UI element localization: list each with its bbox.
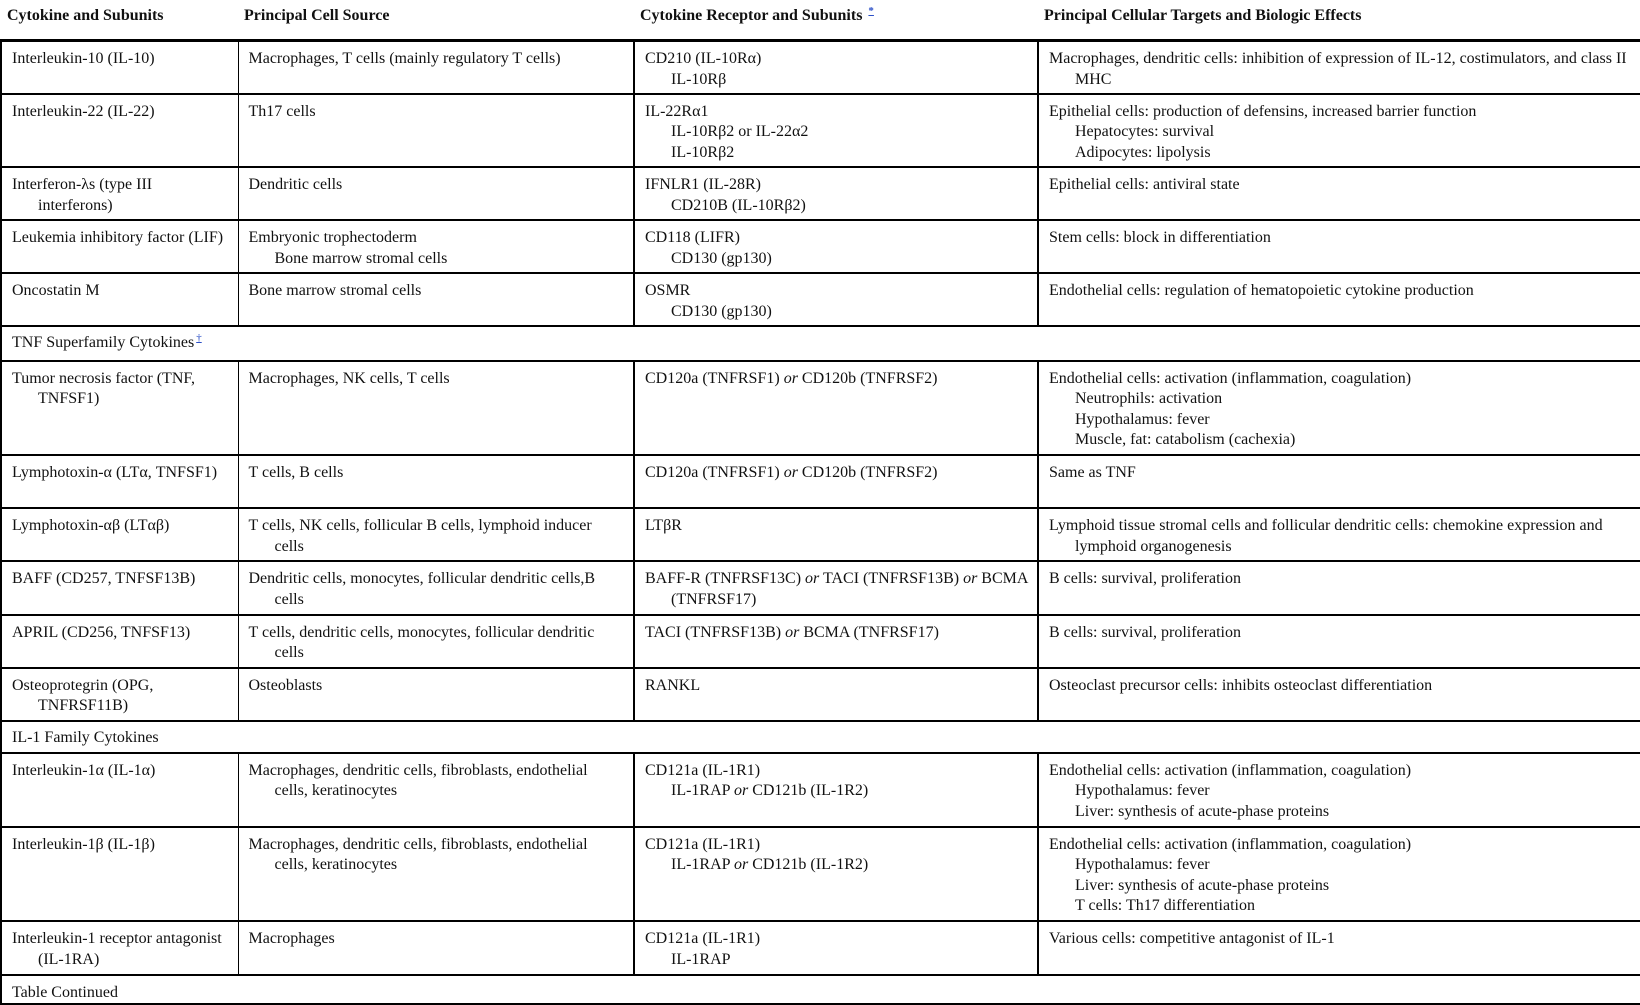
cell-source-cell — [238, 561, 634, 614]
target-effect: Hypothalamus: fever — [1075, 410, 1210, 428]
receptor-text: CD210B (IL-10Rβ2) — [671, 196, 806, 214]
target-effect: Neutrophils: activation — [1075, 390, 1223, 408]
cytokine-cell — [1, 668, 238, 721]
cytokine-cell — [1, 827, 238, 922]
cell-source-cell — [238, 827, 634, 922]
receptor-text: CD120a (TNFRSF1) — [645, 369, 784, 387]
cytokine-cell — [1, 561, 238, 614]
table-continued-note — [1, 975, 1640, 1005]
targets-cell — [1038, 921, 1640, 974]
receptor-cell — [634, 615, 1038, 668]
target-effect: B cells: survival, proliferation — [1049, 570, 1241, 588]
receptor-line — [645, 676, 1028, 697]
target-effect: Lymphoid tissue stromal cells and follicular dendritic cells: chemokine expression and lymphoid organogenesis — [1049, 517, 1603, 555]
header-row — [1, 0, 1640, 41]
table-row — [1, 455, 1640, 508]
cytokine-cell — [1, 167, 238, 220]
receptor-cell — [634, 668, 1038, 721]
targets-cell — [1038, 273, 1640, 326]
table-row — [1, 668, 1640, 721]
cytokine-name: BAFF (CD257, TNFSF13B) — [12, 570, 196, 588]
cell-source-cell — [238, 508, 634, 561]
cytokine-name: APRIL (CD256, TNFSF13) — [12, 623, 191, 641]
receptor-line — [645, 761, 1028, 782]
cytokine-name: Interleukin-1α (IL-1α) — [12, 761, 156, 779]
section-label: IL-1 Family Cytokines — [12, 728, 159, 746]
cytokine-cell — [1, 41, 238, 94]
cell-source-line: T cells, dendritic cells, monocytes, follicular dendritic cells — [248, 623, 595, 662]
receptor-text: IL-1RAP — [671, 856, 734, 874]
section-heading — [1, 721, 1640, 753]
cytokine-cell — [1, 615, 238, 668]
targets-cell — [1038, 753, 1640, 827]
cell-source-cell — [238, 753, 634, 827]
targets-cell — [1038, 827, 1640, 922]
table-row — [1, 41, 1640, 94]
table-row — [1, 273, 1640, 326]
cell-source-line: Macrophages, dendritic cells, fibroblasts, endothelial cells, keratinocytes — [248, 835, 588, 874]
receptor-text: CD118 (LIFR) — [645, 229, 740, 247]
receptor-or: or — [805, 570, 820, 588]
target-effect: Liver: synthesis of acute-phase proteins — [1075, 802, 1330, 820]
receptor-text: CD130 (gp130) — [671, 302, 772, 320]
cell-source-line: T cells, NK cells, follicular B cells, lymphoid inducer cells — [248, 517, 592, 555]
receptor-line — [645, 369, 1028, 390]
targets-cell — [1038, 361, 1640, 456]
receptor-line — [645, 143, 1028, 164]
target-effect: T cells: Th17 differentiation — [1075, 897, 1255, 915]
cytokine-cell — [1, 361, 238, 456]
receptor-text: CD130 (gp130) — [671, 249, 772, 267]
target-effect: Endothelial cells: regulation of hematopoietic cytokine production — [1049, 282, 1474, 300]
cytokine-name: Oncostatin M — [12, 282, 100, 300]
cell-source-line: T cells, B cells — [248, 464, 344, 482]
receptor-or: or — [963, 570, 978, 588]
cell-source-cell — [238, 167, 634, 220]
receptor-text: IFNLR1 (IL-28R) — [645, 176, 761, 194]
target-effect: Endothelial cells: activation (inflammation, coagulation) — [1049, 761, 1412, 779]
cytokine-name: Interleukin-1β (IL-1β) — [12, 835, 155, 853]
receptor-text: CD121b (IL-1R2) — [748, 782, 869, 800]
target-effect: Muscle, fat: catabolism (cachexia) — [1075, 431, 1296, 449]
receptor-line — [645, 569, 1028, 610]
receptor-cell — [634, 753, 1038, 827]
receptor-text: LTβR — [645, 517, 682, 535]
cell-source-cell — [238, 220, 634, 273]
receptor-line — [645, 122, 1028, 143]
receptor-cell — [634, 827, 1038, 922]
table-row — [1, 361, 1640, 456]
target-effect: Macrophages, dendritic cells: inhibition of expression of IL-12, costimulators, and class II MHC — [1049, 50, 1627, 88]
table-row — [1, 94, 1640, 168]
receptor-line — [645, 929, 1028, 950]
header-targets — [1038, 0, 1640, 41]
header-cytokine-label: Cytokine and Subunits — [7, 7, 164, 24]
cell-source-line: Osteoblasts — [248, 676, 323, 694]
receptor-cell — [634, 361, 1038, 456]
receptor-text: TACI (TNFRSF13B) — [819, 570, 964, 588]
cell-source-line: Dendritic cells — [248, 176, 343, 194]
receptor-line — [645, 102, 1028, 123]
table-body — [1, 41, 1640, 975]
receptor-line — [645, 950, 1028, 971]
cell-source-line: Macrophages, dendritic cells, fibroblasts, endothelial cells, keratinocytes — [248, 761, 588, 800]
receptor-text: CD120a (TNFRSF1) — [645, 464, 784, 482]
target-effect: Endothelial cells: activation (inflammation, coagulation) — [1049, 369, 1412, 387]
receptor-cell — [634, 167, 1038, 220]
receptor-text: IL-22Rα1 — [645, 102, 709, 120]
receptor-line — [645, 835, 1028, 856]
cell-source-line: Bone marrow stromal cells — [248, 282, 422, 300]
receptor-text: TACI (TNFRSF13B) — [645, 623, 786, 641]
target-effect: Stem cells: block in differentiation — [1049, 229, 1271, 247]
targets-cell — [1038, 561, 1640, 614]
cytokine-name: Lymphotoxin-αβ (LTαβ) — [12, 517, 170, 535]
receptor-text: CD121b (IL-1R2) — [748, 856, 869, 874]
receptor-cell — [634, 508, 1038, 561]
cytokine-name: Tumor necrosis factor (TNF, TNFSF1) — [12, 369, 195, 408]
receptor-line — [645, 228, 1028, 249]
cytokine-cell — [1, 921, 238, 974]
cell-source-line: Macrophages — [248, 930, 335, 948]
cell-source-cell — [238, 41, 634, 94]
table-row — [1, 827, 1640, 922]
cytokine-name: Leukemia inhibitory factor (LIF) — [12, 229, 224, 247]
cytokine-cell — [1, 455, 238, 508]
receptor-line — [645, 70, 1028, 91]
section-row — [1, 721, 1640, 753]
receptor-text: CD121a (IL-1R1) — [645, 835, 761, 853]
receptor-line — [645, 196, 1028, 217]
receptor-text: CD210 (IL-10Rα) — [645, 50, 762, 67]
receptor-text: BAFF-R (TNFRSF13C) — [645, 570, 806, 588]
target-effect: Liver: synthesis of acute-phase proteins — [1075, 876, 1330, 894]
section-row — [1, 326, 1640, 360]
receptor-line — [645, 463, 1028, 484]
target-effect: Adipocytes: lipolysis — [1075, 143, 1211, 161]
target-effect: Epithelial cells: production of defensins, increased barrier function — [1049, 102, 1477, 120]
table-row — [1, 167, 1640, 220]
cell-source-cell — [238, 615, 634, 668]
receptor-text: BCMA (TNFRSF17) — [799, 623, 939, 641]
table-row — [1, 921, 1640, 974]
cytokine-cell — [1, 94, 238, 168]
table-row — [1, 615, 1640, 668]
footer-row — [1, 975, 1640, 1005]
receptor-text: IL-10Rβ2 or IL-22α2 — [671, 123, 809, 141]
cytokine-cell — [1, 753, 238, 827]
target-effect: Hepatocytes: survival — [1075, 123, 1215, 141]
table-row — [1, 561, 1640, 614]
cell-source-cell — [238, 921, 634, 974]
cell-source-cell — [238, 94, 634, 168]
cell-source-line: Th17 cells — [248, 102, 316, 120]
cell-source-cell — [238, 455, 634, 508]
receptor-text: IL-1RAP — [671, 950, 731, 968]
targets-cell — [1038, 41, 1640, 94]
target-effect: Same as TNF — [1049, 464, 1136, 482]
target-effect: Epithelial cells: antiviral state — [1049, 176, 1240, 194]
receptor-text: CD120b (TNFRSF2) — [797, 464, 938, 482]
targets-cell — [1038, 220, 1640, 273]
receptor-cell — [634, 273, 1038, 326]
cell-source-line: Dendritic cells, monocytes, follicular dendritic cells,B cells — [248, 570, 596, 608]
header-cytokine — [1, 0, 238, 41]
header-source-label: Principal Cell Source — [244, 7, 390, 24]
cell-source-line: Embryonic trophectoderm — [248, 229, 417, 247]
receptor-cell — [634, 455, 1038, 508]
cytokine-cell — [1, 220, 238, 273]
receptor-line — [645, 855, 1028, 876]
receptor-text: RANKL — [645, 676, 701, 694]
targets-cell — [1038, 455, 1640, 508]
cell-source-cell — [238, 668, 634, 721]
cytokine-name: Interferon-λs (type III interferons) — [12, 176, 153, 214]
cytokine-name: Interleukin-22 (IL-22) — [12, 102, 155, 120]
target-effect: Osteoclast precursor cells: inhibits osteoclast differentiation — [1049, 676, 1433, 694]
receptor-or: or — [785, 623, 800, 641]
target-effect: B cells: survival, proliferation — [1049, 623, 1241, 641]
section-label: TNF Superfamily Cytokines — [12, 334, 195, 352]
targets-cell — [1038, 167, 1640, 220]
table-row — [1, 753, 1640, 827]
receptor-text: CD121a (IL-1R1) — [645, 930, 761, 948]
receptor-or: or — [733, 856, 749, 874]
cytokine-name: Interleukin-10 (IL-10) — [12, 50, 155, 67]
cytokine-cell — [1, 508, 238, 561]
footnote-link[interactable]: * — [868, 4, 874, 17]
receptor-text: IL-10Rβ — [671, 70, 727, 88]
receptor-line — [645, 516, 1028, 537]
header-receptor — [634, 0, 1038, 41]
target-effect: Endothelial cells: activation (inflammation, coagulation) — [1049, 835, 1412, 853]
receptor-cell — [634, 921, 1038, 974]
cell-source-cell — [238, 361, 634, 456]
section-heading — [1, 326, 1640, 360]
receptor-line — [645, 249, 1028, 270]
cytokine-name: Lymphotoxin-α (LTα, TNFSF1) — [12, 464, 218, 482]
header-targets-label: Principal Cellular Targets and Biologic Effects — [1044, 7, 1362, 24]
receptor-cell — [634, 561, 1038, 614]
receptor-text: OSMR — [645, 282, 691, 300]
cytokine-name: Osteoprotegrin (OPG, TNFRSF11B) — [12, 676, 154, 715]
cell-source-line: Bone marrow stromal cells — [274, 249, 448, 267]
receptor-cell — [634, 41, 1038, 94]
targets-cell — [1038, 615, 1640, 668]
cytokine-cell — [1, 273, 238, 326]
cell-source-line: Macrophages, T cells (mainly regulatory T cells) — [248, 50, 561, 67]
receptor-cell — [634, 94, 1038, 168]
receptor-text: CD121a (IL-1R1) — [645, 761, 761, 779]
target-effect: Various cells: competitive antagonist of IL-1 — [1049, 930, 1335, 948]
header-receptor-label: Cytokine Receptor and Subunits — [640, 7, 863, 24]
receptor-or: or — [783, 464, 798, 482]
receptor-line — [645, 781, 1028, 802]
table-row — [1, 508, 1640, 561]
receptor-line — [645, 302, 1028, 323]
cell-source-cell — [238, 273, 634, 326]
receptor-line — [645, 281, 1028, 302]
footnote-link[interactable]: † — [196, 332, 202, 345]
header-source — [238, 0, 634, 41]
receptor-text: BCMA (TNFRSF17) — [671, 570, 1028, 608]
target-effect: Hypothalamus: fever — [1075, 856, 1210, 874]
targets-cell — [1038, 508, 1640, 561]
cytokine-name: Interleukin-1 receptor antagonist (IL-1RA) — [12, 930, 222, 968]
receptor-line — [645, 175, 1028, 196]
cell-source-line: Macrophages, NK cells, T cells — [248, 369, 450, 387]
table-row — [1, 220, 1640, 273]
receptor-text: IL-1RAP — [671, 782, 734, 800]
receptor-cell — [634, 220, 1038, 273]
receptor-or: or — [783, 369, 798, 387]
receptor-text: CD120b (TNFRSF2) — [797, 369, 938, 387]
receptor-line — [645, 623, 1028, 644]
footer-label: Table Continued — [12, 983, 118, 1001]
targets-cell — [1038, 94, 1640, 168]
targets-cell — [1038, 668, 1640, 721]
receptor-or: or — [733, 782, 749, 800]
receptor-line — [645, 49, 1028, 70]
target-effect: Hypothalamus: fever — [1075, 782, 1210, 800]
receptor-text: IL-10Rβ2 — [671, 143, 735, 161]
